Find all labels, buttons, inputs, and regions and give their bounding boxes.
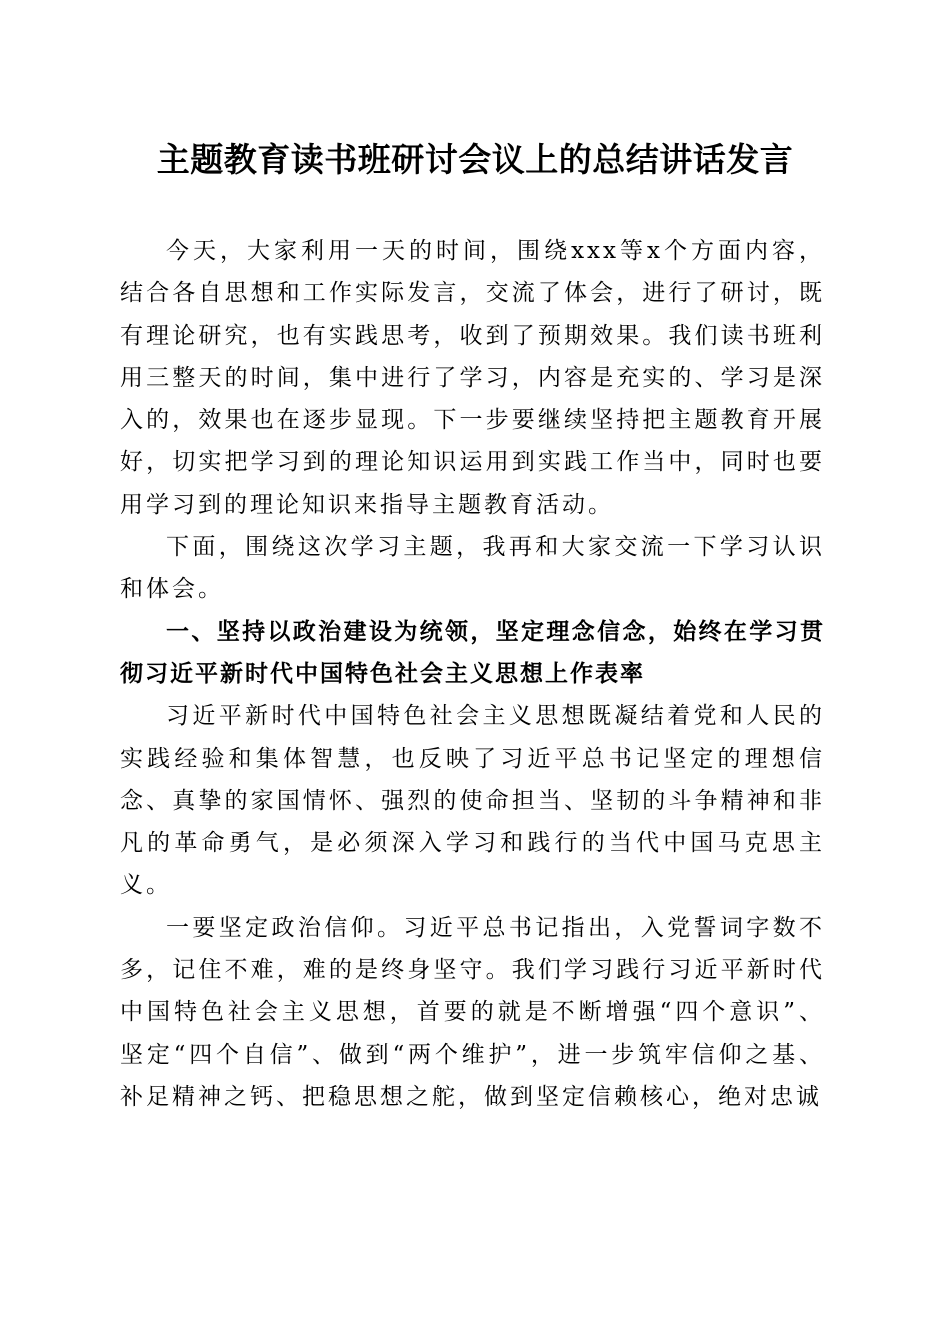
document-title: 主题教育读书班研讨会议上的总结讲话发言 xyxy=(156,140,794,179)
paragraph-intro: 今天，大家利用一天的时间，围绕xxx等x个方面内容，结合各自思想和工作实际发言，交流了体会，进行了研讨，既有理论研究，也有实践思考，收到了预期效果。我们读书班利用三整天的时间，集中进行了学习，内容是充实的、学习是深入的，效果也在逐步显现。下一步要继续坚持把主题教育开展好，切实把学习到的理论知识运用到实践工作当中，同时也要用学习到的理论知识来指导主题教育活动。 xyxy=(120,238,825,518)
paragraph-political-belief: 一要坚定政治信仰。习近平总书记指出，入党誓词字数不多，记住不难，难的是终身坚守。我们学习践行习近平新时代中国特色社会主义思想，首要的就是不断增强“四个意识”、坚定“四个自信”、做到“两个维护”，进一步筑牢信仰之基、补足精神之钙、把稳思想之舵，做到坚定信赖核心，绝对忠诚 xyxy=(120,914,825,1110)
paragraph-transition: 下面，围绕这次学习主题，我再和大家交流一下学习认识和体会。 xyxy=(120,534,825,603)
paragraph-section-1-intro: 习近平新时代中国特色社会主义思想既凝结着党和人民的实践经验和集体智慧，也反映了习近平总书记坚定的理想信念、真挚的家国情怀、强烈的使命担当、坚韧的斗争精神和非凡的革命勇气，是必须深入学习和践行的当代中国马克思主义。 xyxy=(120,703,825,899)
section-heading-1: 一、坚持以政治建设为统领，坚定理念信念，始终在学习贯彻习近平新时代中国特色社会主义思想上作表率 xyxy=(120,618,825,687)
document-body xyxy=(120,230,825,1118)
